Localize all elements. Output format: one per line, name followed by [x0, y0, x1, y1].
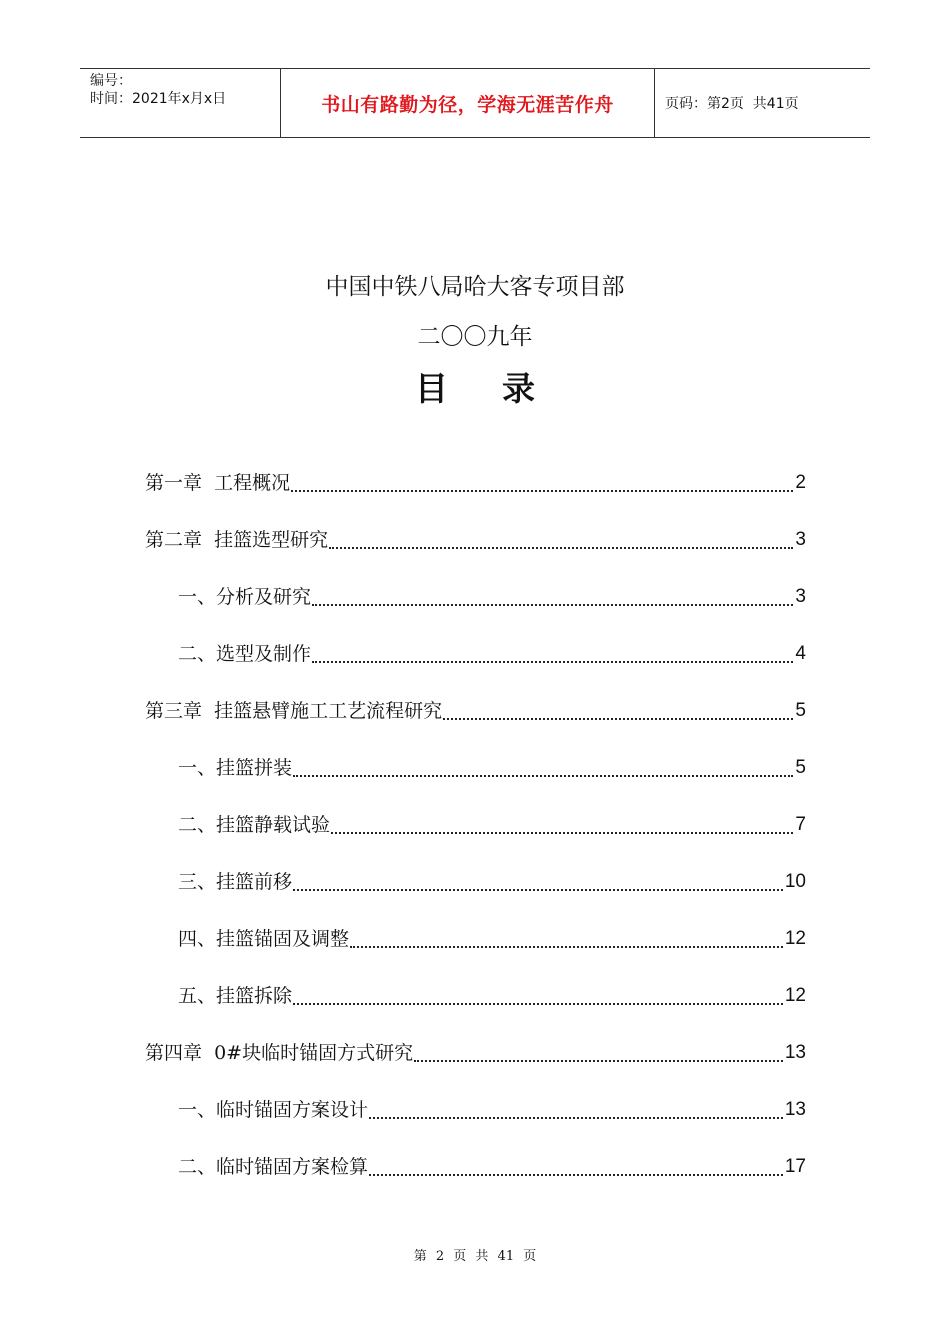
toc-entry[interactable]: [145, 694, 806, 751]
toc-entry[interactable]: [145, 523, 806, 580]
toc-entry-label: 第一章 工程概况: [145, 472, 291, 494]
toc-dot-leader: [369, 1093, 783, 1119]
toc-entry-page: 7: [795, 814, 806, 835]
toc-entry[interactable]: [145, 865, 806, 922]
toc-dot-leader: [293, 751, 793, 777]
page-footer: 第 2 页 共 41 页: [413, 1249, 537, 1264]
toc-entry-label: 二、选型及制作: [178, 643, 312, 665]
toc-entry-page: 3: [795, 529, 806, 550]
toc-entry-page: 4: [795, 643, 806, 664]
toc-entry[interactable]: [145, 466, 806, 523]
toc-dot-leader: [350, 922, 783, 948]
page-info-text: 页码：第2页 共41页: [665, 96, 799, 112]
toc-entry[interactable]: [145, 580, 806, 637]
toc-entry[interactable]: [145, 808, 806, 865]
toc-entry-page: 12: [784, 928, 806, 949]
toc-entry-page: 17: [784, 1156, 806, 1177]
header-motto-cell: [281, 69, 655, 137]
toc-entry[interactable]: [145, 1150, 806, 1207]
header-page-info: [655, 69, 870, 137]
toc-entry[interactable]: [145, 922, 806, 979]
toc-entry-page: 13: [784, 1099, 806, 1120]
toc-dot-leader: [414, 1036, 783, 1062]
toc-entry-page: 5: [795, 757, 806, 778]
toc-entry[interactable]: [145, 637, 806, 694]
time-label: 时间：2021年x月x日: [90, 91, 227, 107]
toc-entry-label: 一、挂篮拼装: [178, 757, 293, 779]
toc-entry[interactable]: [145, 979, 806, 1036]
toc-entry-label: 二、挂篮静载试验: [178, 814, 331, 836]
toc-dot-leader: [293, 865, 783, 891]
toc-entry-label: 第四章 0#块临时锚固方式研究: [145, 1042, 414, 1064]
toc-entry-page: 10: [784, 871, 806, 892]
toc-dot-leader: [369, 1150, 783, 1176]
toc-entry[interactable]: [145, 1093, 806, 1150]
toc-entry[interactable]: [145, 1036, 806, 1093]
toc-entry-page: 13: [784, 1042, 806, 1063]
toc-dot-leader: [291, 466, 793, 492]
toc-entry-label: 一、分析及研究: [178, 586, 312, 608]
toc-dot-leader: [293, 979, 783, 1005]
header-meta: [80, 69, 281, 137]
motto-text: 书山有路勤为径，学海无涯苦作舟: [321, 93, 614, 116]
toc-entry-page: 12: [784, 985, 806, 1006]
toc-entry-label: 二、临时锚固方案检算: [178, 1156, 369, 1178]
toc-dot-leader: [443, 694, 793, 720]
toc-dot-leader: [312, 637, 793, 663]
toc-heading: 目录: [415, 369, 589, 408]
toc-dot-leader: [331, 808, 793, 834]
toc-entry-label: 一、临时锚固方案设计: [178, 1099, 369, 1121]
organization-title: 中国中铁八局哈大客专项目部: [325, 274, 625, 300]
toc-dot-leader: [312, 580, 793, 606]
page-header: [80, 68, 870, 138]
toc-entry-page: 2: [795, 472, 806, 493]
toc-entry-label: 四、挂篮锚固及调整: [178, 928, 350, 950]
toc-entry-label: 五、挂篮拆除: [178, 985, 293, 1007]
table-of-contents: [145, 466, 806, 1207]
toc-entry-label: 第二章 挂篮选型研究: [145, 529, 329, 551]
toc-dot-leader: [329, 523, 793, 549]
toc-entry-label: 三、挂篮前移: [178, 871, 293, 893]
number-label: 编号：: [90, 73, 132, 89]
year-title: 二〇〇九年: [417, 324, 533, 350]
toc-entry-page: 5: [795, 700, 806, 721]
toc-entry-label: 第三章 挂篮悬臂施工工艺流程研究: [145, 700, 443, 722]
toc-entry-page: 3: [795, 586, 806, 607]
toc-entry[interactable]: [145, 751, 806, 808]
